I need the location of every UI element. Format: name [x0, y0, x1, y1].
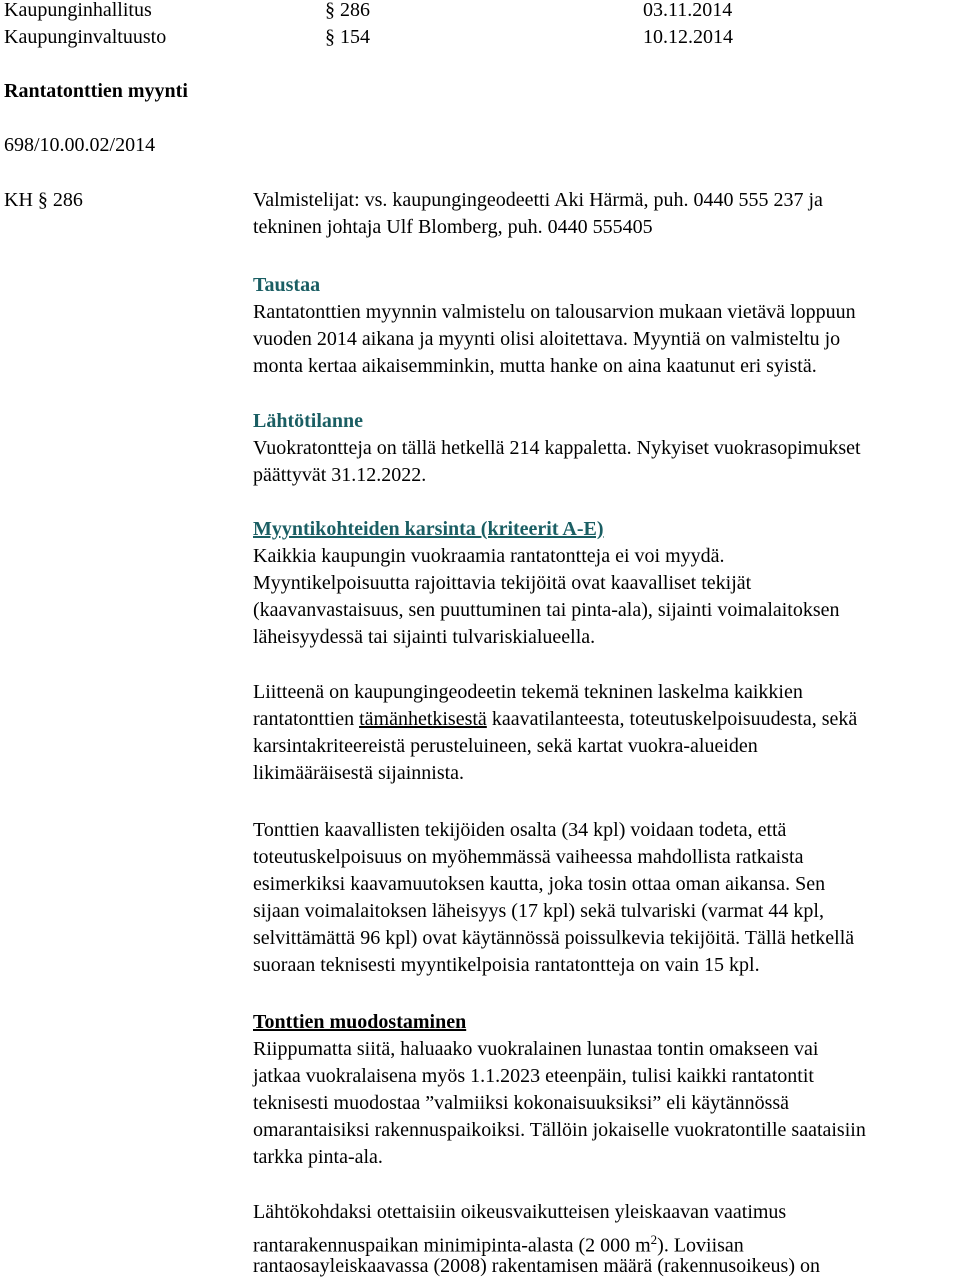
paragraph-line: toteutuskelpoisuus on myöhemmässä vaiheessa mahdollista ratkaista	[253, 846, 804, 868]
paragraph-line: läheisyydessä tai sijainti tulvariskialueella.	[253, 626, 596, 648]
text-span: kaavatilanteesta, toteutuskelpoisuudesta, sekä	[486, 708, 858, 730]
section-heading: Myyntikohteiden karsinta (kriteerit A-E)	[253, 518, 604, 540]
paragraph-line: Rantatonttien myynnin valmistelu on talousarvion mukaan vietävä loppuun	[253, 301, 856, 323]
preparers	[253, 187, 823, 241]
paragraph-line: jatkaa vuokralaisena myös 1.1.2023 eteenpäin, tulisi kaikki rantatontit	[253, 1065, 814, 1087]
paragraph-line: monta kertaa aikaisemminkin, mutta hanke on aina kaatunut eri syistä.	[253, 355, 817, 377]
text-span: ). Loviisan	[657, 1234, 744, 1257]
paragraph-line: vuoden 2014 aikana ja myynti olisi aloitettava. Myyntiä on valmisteltu jo	[253, 328, 841, 350]
section-tonttien-kaava	[253, 817, 854, 979]
paragraph-line: likimääräisestä sijainnista.	[253, 762, 465, 784]
paragraph-line: suoraan teknisesti myyntikelpoisia rantatontteja on vain 15 kpl.	[253, 954, 760, 976]
paragraph-line: Riippumatta siitä, haluaako vuokralainen lunastaa tontin omakseen vai	[253, 1038, 819, 1060]
preparers-line: tekninen johtaja Ulf Blomberg, puh. 0440 555405	[253, 216, 653, 238]
paragraph-line: Vuokratontteja on tällä hetkellä 214 kappaletta. Nykyiset vuokrasopimukset	[253, 437, 861, 459]
document-title: Rantatonttien myynti	[4, 80, 188, 102]
paragraph-line: tarkka pinta-ala.	[253, 1146, 383, 1168]
paragraph-line: selvittämättä 96 kpl) ovat käytännössä poissulkevia tekijöitä. Tällä hetkellä	[253, 927, 855, 949]
header-body-2: Kaupunginvaltuusto	[4, 26, 167, 48]
paragraph-line: omarantaisiksi rakennuspaikoiksi. Tällöin jokaiselle vuokratontille saataisiin	[253, 1119, 866, 1141]
header-date-2: 10.12.2014	[643, 26, 733, 48]
section-muodostaminen	[253, 1009, 866, 1171]
paragraph-line: sijaan voimalaitoksen läheisyys (17 kpl) sekä tulvariski (varmat 44 kpl,	[253, 900, 824, 922]
paragraph-line	[253, 706, 857, 733]
section-karsinta	[253, 516, 840, 651]
header-section-1: § 286	[325, 0, 370, 21]
paragraph-line: Lähtökohdaksi otettaisiin oikeusvaikutteisen yleiskaavan vaatimus	[253, 1201, 787, 1223]
section-heading: Taustaa	[253, 274, 321, 296]
paragraph-line: karsintakriteereistä perusteluineen, sekä kartat vuokra-alueiden	[253, 735, 758, 757]
section-liite	[253, 679, 857, 787]
paragraph-line	[253, 1226, 820, 1257]
paragraph-line: (kaavanvastaisuus, sen puuttuminen tai pinta-ala), sijainti voimalaitoksen	[253, 599, 840, 621]
section-heading: Lähtötilanne	[253, 410, 364, 432]
text-span: rantarakennuspaikan minimipinta-alasta (2 000 m	[253, 1234, 651, 1257]
paragraph-line: Tonttien kaavallisten tekijöiden osalta (34 kpl) voidaan todeta, että	[253, 819, 787, 841]
paragraph-line: teknisesti muodostaa ”valmiiksi kokonaisuuksiksi” eli käytännössä	[253, 1092, 790, 1114]
header-date-1: 03.11.2014	[643, 0, 733, 21]
paragraph-line: rantaosayleiskaavassa (2008) rakentamisen määrä (rakennusoikeus) on	[253, 1255, 821, 1277]
superscript: 2	[650, 1232, 658, 1247]
kh-section-label: KH § 286	[4, 189, 83, 211]
paragraph-line: Myyntikelpoisuutta rajoittavia tekijöitä ovat kaavalliset tekijät	[253, 572, 752, 594]
paragraph-line: esimerkiksi kaavamuutoksen kautta, joka tosin ottaa oman aikansa. Sen	[253, 873, 826, 895]
section-lahtokohta	[253, 1199, 820, 1280]
text-span: rantatonttien	[253, 708, 360, 730]
section-lahtotilanne	[253, 408, 861, 489]
header-body-1: Kaupunginhallitus	[4, 0, 152, 21]
preparers-line: Valmistelijat: vs. kaupungingeodeetti Aki Härmä, puh. 0440 555 237 ja	[253, 189, 823, 211]
paragraph-line: Liitteenä on kaupungingeodeetin tekemä tekninen laskelma kaikkien	[253, 681, 803, 703]
paragraph-line: Kaikkia kaupungin vuokraamia rantatontteja ei voi myydä.	[253, 545, 725, 567]
paragraph-line: päättyvät 31.12.2022.	[253, 464, 427, 486]
section-heading: Tonttien muodostaminen	[253, 1011, 467, 1033]
section-taustaa	[253, 272, 856, 380]
underlined-word: tämänhetkisestä	[359, 708, 487, 730]
reference-number: 698/10.00.02/2014	[4, 134, 156, 156]
header-section-2: § 154	[325, 26, 370, 48]
